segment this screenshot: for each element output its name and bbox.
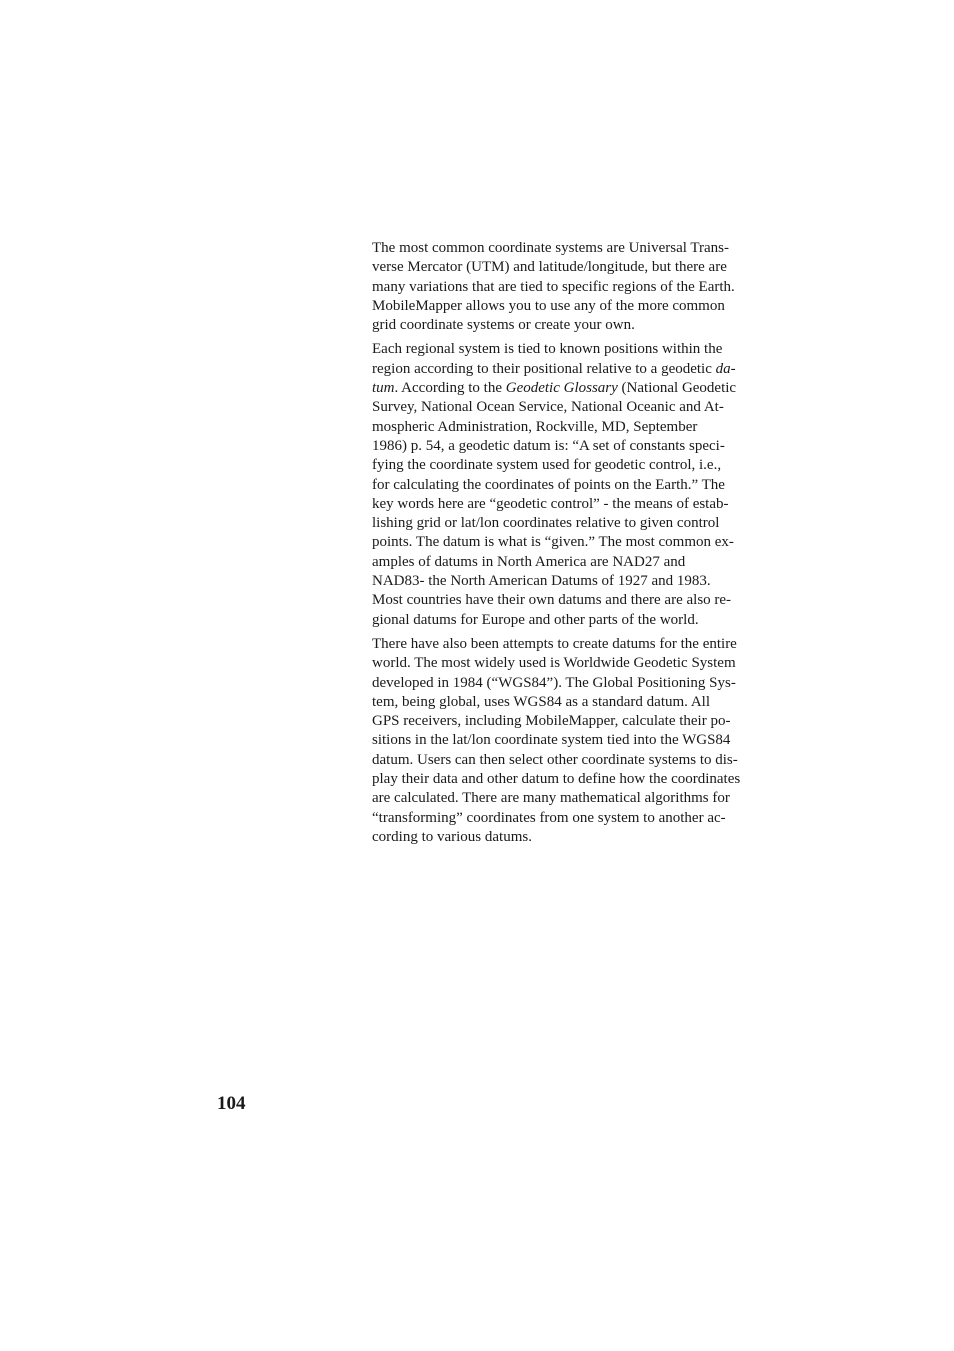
text-line bbox=[372, 828, 756, 847]
text-line bbox=[372, 340, 756, 359]
text-run: many variations that are tied to specific regions of the Earth. bbox=[372, 278, 735, 295]
text-run: Most countries have their own datums and there are also re- bbox=[372, 592, 732, 609]
text-run: Each regional system is tied to known positions within the bbox=[372, 341, 723, 358]
italic-text: da- bbox=[715, 360, 736, 377]
text-line bbox=[372, 456, 756, 475]
text-run: world. The most widely used is Worldwide Geodetic System bbox=[372, 655, 736, 672]
text-run: Survey, National Ocean Service, National Oceanic and At- bbox=[372, 399, 724, 416]
text-run: There have also been attempts to create datums for the entire bbox=[372, 635, 737, 652]
text-run: . According to the bbox=[394, 380, 506, 397]
text-line bbox=[372, 379, 756, 398]
text-run: GPS receivers, including MobileMapper, calculate their po- bbox=[372, 713, 731, 730]
text-run: play their data and other datum to define how the coordinates bbox=[372, 771, 741, 788]
text-line bbox=[372, 591, 756, 610]
text-line bbox=[372, 731, 756, 750]
text-run: NAD83- the North American Datums of 1927 and 1983. bbox=[372, 573, 711, 590]
text-run: fying the coordinate system used for geodetic control, i.e., bbox=[372, 457, 722, 474]
text-run: sitions in the lat/lon coordinate system tied into the WGS84 bbox=[372, 732, 731, 749]
italic-text: tum bbox=[372, 380, 395, 397]
text-line bbox=[372, 712, 756, 731]
text-run: “transforming” coordinates from one system to another ac- bbox=[372, 809, 726, 826]
paragraph bbox=[372, 635, 756, 847]
text-run: The most common coordinate systems are Universal Trans- bbox=[372, 240, 730, 256]
text-line bbox=[372, 789, 756, 808]
text-run: 1986) p. 54, a geodetic datum is: “A set of constants speci- bbox=[372, 437, 725, 454]
text-line bbox=[372, 437, 756, 456]
text-line bbox=[372, 514, 756, 533]
text-run: cording to various datums. bbox=[372, 828, 532, 845]
text-line bbox=[372, 258, 756, 277]
text-run: (National Geodetic bbox=[617, 380, 737, 397]
text-run: are calculated. There are many mathematical algorithms for bbox=[372, 790, 730, 807]
text-line bbox=[372, 572, 756, 591]
text-run: gional datums for Europe and other parts of the world. bbox=[372, 611, 699, 628]
text-run: for calculating the coordinates of points on the Earth.” The bbox=[372, 476, 725, 493]
text-run: grid coordinate systems or create your own. bbox=[372, 317, 635, 334]
text-line bbox=[372, 693, 756, 712]
text-run: lishing grid or lat/lon coordinates relative to given control bbox=[372, 515, 720, 532]
text-line bbox=[372, 533, 756, 552]
text-line bbox=[372, 360, 756, 379]
text-line bbox=[372, 770, 756, 789]
text-line bbox=[372, 316, 756, 335]
text-run: verse Mercator (UTM) and latitude/longitude, but there are bbox=[372, 259, 727, 276]
text-line bbox=[372, 278, 756, 297]
text-line bbox=[372, 674, 756, 693]
text-line bbox=[372, 654, 756, 673]
text-run: key words here are “geodetic control” - the means of estab- bbox=[372, 495, 729, 512]
text-line bbox=[372, 751, 756, 770]
text-line bbox=[372, 418, 756, 437]
text-line bbox=[372, 398, 756, 417]
text-run: points. The datum is what is “given.” The most common ex- bbox=[372, 534, 734, 551]
text-line bbox=[372, 611, 756, 630]
text-line bbox=[372, 635, 756, 654]
italic-text: Geodetic Glossary bbox=[505, 380, 618, 397]
page-number: 104 bbox=[217, 1093, 246, 1114]
text-line bbox=[372, 239, 756, 258]
text-line bbox=[372, 553, 756, 572]
text-run: region according to their positional relative to a geodetic bbox=[372, 360, 716, 377]
text-line bbox=[372, 476, 756, 495]
text-run: datum. Users can then select other coordinate systems to dis- bbox=[372, 751, 738, 768]
text-run: MobileMapper allows you to use any of the more common bbox=[372, 297, 725, 314]
text-line bbox=[372, 297, 756, 316]
body-text bbox=[372, 239, 756, 847]
text-line bbox=[372, 495, 756, 514]
text-run: mospheric Administration, Rockville, MD, September bbox=[372, 418, 698, 435]
text-run: tem, being global, uses WGS84 as a standard datum. All bbox=[372, 693, 711, 710]
paragraph bbox=[372, 340, 756, 629]
paragraph bbox=[372, 239, 756, 335]
text-run: developed in 1984 (“WGS84”). The Global Positioning Sys- bbox=[372, 674, 736, 691]
text-run: amples of datums in North America are NAD27 and bbox=[372, 553, 686, 570]
text-line bbox=[372, 809, 756, 828]
